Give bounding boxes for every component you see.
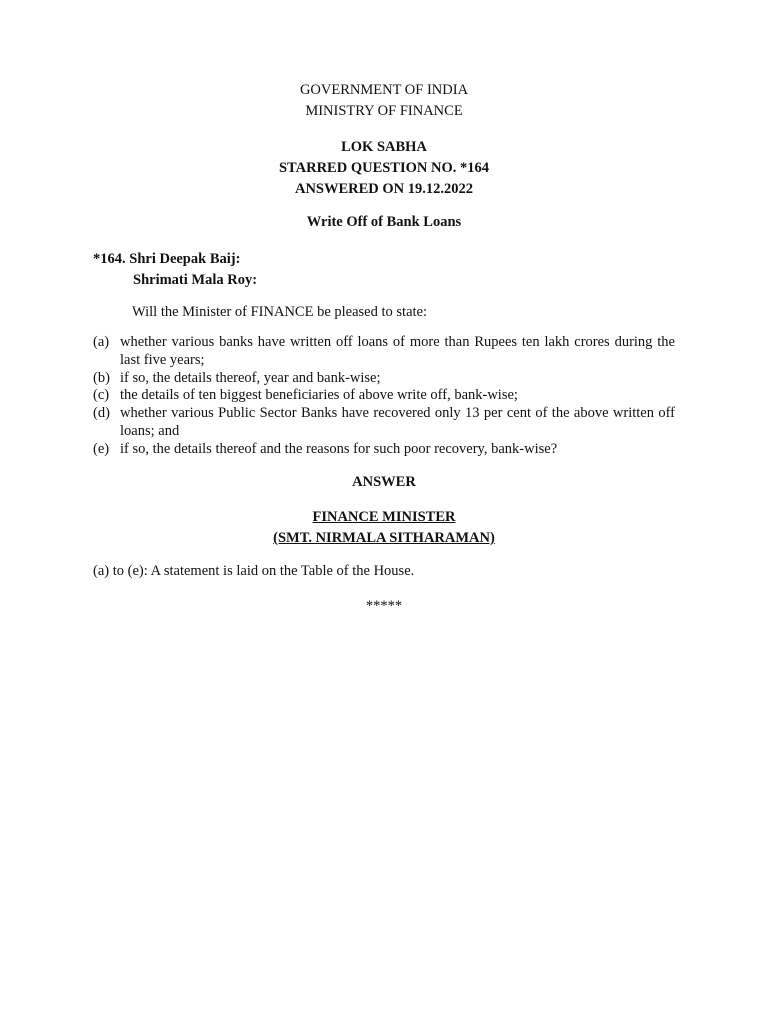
item-letter: (b) <box>93 369 110 386</box>
answered-date: ANSWERED ON 19.12.2022 <box>294 181 474 197</box>
item-letter: (e) <box>93 440 110 457</box>
item-text: if so, the details thereof and the reasons for such poor recovery, bank-wise? <box>120 440 558 457</box>
document-header <box>0 80 768 122</box>
minister-title: FINANCE MINISTER <box>312 509 456 525</box>
end-marker: ***** <box>365 598 403 614</box>
askers-block <box>93 249 257 291</box>
minister-name: (SMT. NIRMALA SITHARAMAN) <box>273 530 495 546</box>
question-number: STARRED QUESTION NO. *164 <box>278 160 490 176</box>
item-letter: (a) <box>93 334 110 350</box>
question-header <box>0 137 768 200</box>
government-title: GOVERNMENT OF INDIA <box>299 82 469 98</box>
list-item <box>93 405 675 441</box>
question-intro: Will the Minister of FINANCE be pleased to state: <box>132 304 427 320</box>
list-item <box>93 334 675 370</box>
list-item <box>93 370 675 388</box>
asker-1: *164. Shri Deepak Baij: <box>93 251 241 267</box>
answer-heading: ANSWER <box>352 474 416 490</box>
item-text: whether various Public Sector Banks have recovered only 13 per cent of the above written off loans; and <box>120 405 675 439</box>
house-name: LOK SABHA <box>341 139 427 155</box>
ministry-title: MINISTRY OF FINANCE <box>305 103 463 119</box>
list-item <box>93 441 675 459</box>
question-subject: Write Off of Bank Loans <box>306 214 462 230</box>
item-text: if so, the details thereof, year and bank-wise; <box>120 369 381 386</box>
answer-text: (a) to (e): A statement is laid on the Table of the House. <box>93 563 415 579</box>
minister-block <box>0 507 768 549</box>
item-text: whether various banks have written off loans of more than Rupees ten lakh crores during the last five years; <box>120 334 675 368</box>
item-letter: (d) <box>93 405 110 422</box>
question-list <box>93 334 675 459</box>
item-text: the details of ten biggest beneficiaries of above write off, bank-wise; <box>120 387 518 404</box>
list-item <box>93 387 675 405</box>
asker-2: Shrimati Mala Roy: <box>133 272 258 288</box>
item-letter: (c) <box>93 387 110 404</box>
